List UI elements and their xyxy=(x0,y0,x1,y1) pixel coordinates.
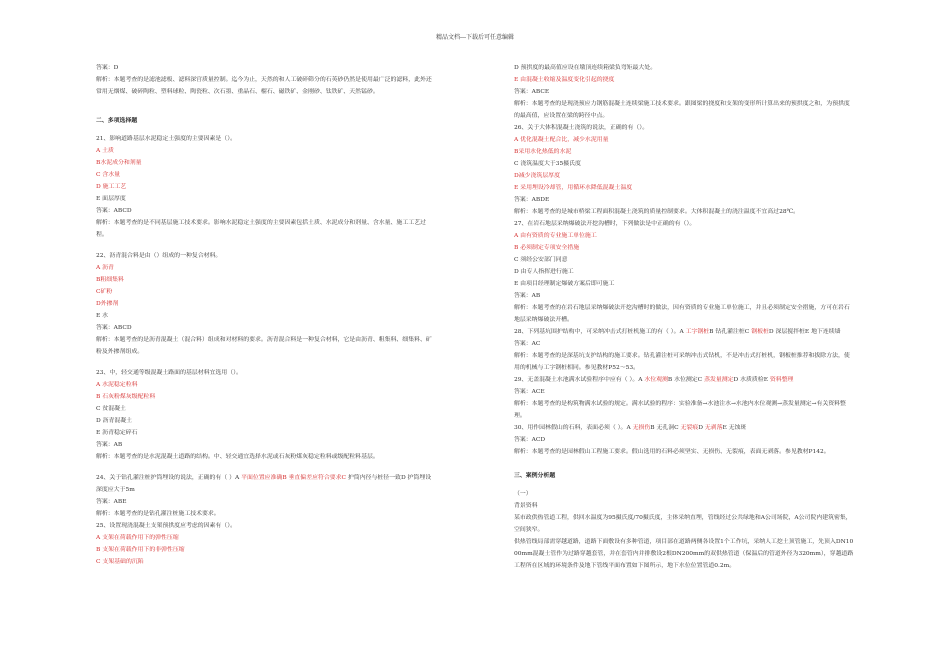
q29-stem-part-b: 水位观测 xyxy=(644,377,668,383)
left-column xyxy=(96,62,436,568)
q29-answer: 答案：ACE xyxy=(514,389,545,395)
q21-option-c: C 含水量 xyxy=(96,172,121,178)
q22-analysis: 解析：本题考查的是沥青混凝土（混合料）组成和对材料的要求。沥青混合料是一种复合材料，它是由沥青、粗集料、细集料、矿粉及外掺剂组成。 xyxy=(96,337,432,355)
case1-paragraph-1: 某市政供热管道工程，供回水温度为95摄氏度/70摄氏度，主体采纳直埋，管线经过公共绿地和A公司场院，A公司院内建筑密集，空间狭窄。 xyxy=(514,515,852,533)
q22-stem: 22、沥青混合料是由（）组成的一种复合材料。 xyxy=(96,253,222,259)
q21-analysis: 解析：本题考查的是不同基层施工技术要求。影响水泥稳定土强度的主要因素包括土质、水泥成分和剂量、含水量、施工工艺过程。 xyxy=(96,220,426,238)
q28-answer: 答案：AC xyxy=(514,341,541,347)
q30-stem-part-d: 无裂痕 xyxy=(680,425,699,431)
q28-analysis: 解析：本题考查的是深基坑支护结构的施工要求。钻孔灌注桩可采纳冲击式钻机，不是冲击式打桩机，钢板桩推荐和拔除方法，使用的机械与工字钢桩相同。参见教材P52～53。 xyxy=(514,353,850,371)
q21-stem: 21、影响道路基层水泥稳定土强度的主要因素是（）。 xyxy=(96,136,237,142)
q29-stem xyxy=(514,374,854,386)
section-title-multi: 二、多项选择题 xyxy=(96,117,138,124)
q22-option-b: B粗细集料 xyxy=(96,277,124,283)
q26-option-b: B采用水化热低的水泥 xyxy=(514,149,572,155)
q30-stem-part-e: D xyxy=(698,425,705,431)
q30-stem-part-g: E 无蚀斑 xyxy=(722,425,747,431)
q27-option-c: C 须经公安部门同意 xyxy=(514,257,568,263)
q23-stem: 23、中，轻交通等级混凝土路面的基层材料宜选用（）。 xyxy=(96,370,242,376)
q24-answer: 答案：ABE xyxy=(96,499,127,505)
q27-option-b: B 必须制定专项安全措施 xyxy=(514,245,580,251)
q29-analysis: 解析：本题考查的是构筑物满水试验的规定。满水试验的程序：实验准备→水池注水→水池内水位观测→蒸发量测定→有关资料整理。 xyxy=(514,401,846,419)
q30-answer: 答案：ACD xyxy=(514,437,546,443)
q30-stem xyxy=(514,422,854,434)
q30-stem-part-f: 无剥落 xyxy=(704,425,723,431)
q26-answer: 答案：ABDE xyxy=(514,197,550,203)
q23-option-a: A 水泥稳定粒料 xyxy=(96,382,138,388)
q24-stem xyxy=(96,472,436,496)
q26-stem: 26、关于大体积混凝土浇筑的说法，正确的有（）。 xyxy=(514,125,649,131)
q28-stem-part-a: 28、下列基坑围护结构中，可采纳冲击式打桩机施工的有（ ）。A xyxy=(514,329,686,335)
case1-bg-title: 背景资料 xyxy=(514,503,538,509)
q26-option-e: E 采用埋设冷却管，用循环水降低混凝土温度 xyxy=(514,185,633,191)
q22-option-a: A 沥青 xyxy=(96,265,114,271)
q27-answer: 答案：AB xyxy=(514,293,541,299)
q23-option-b: B 石灰粉煤灰级配粒料 xyxy=(96,394,156,400)
q21-option-d: D 施工工艺 xyxy=(96,184,127,190)
q30-stem-part-b: 无损伤 xyxy=(632,425,651,431)
q23-option-d: D 沥青混凝土 xyxy=(96,418,133,424)
q29-stem-part-a: 29、无盖混凝土水池满水试验程序中应有（ ）。A xyxy=(514,377,645,383)
q21-option-e: E 面层厚度 xyxy=(96,196,126,202)
q28-stem-part-b: 工字钢桩 xyxy=(685,329,710,335)
q22-answer: 答案：ABCD xyxy=(96,325,132,331)
q28-stem-part-d: 钢板桩 xyxy=(751,329,769,335)
q25-answer: 答案：ABCE xyxy=(514,89,550,95)
q29-stem-part-f: 资料整理 xyxy=(769,377,794,383)
right-column xyxy=(514,62,854,572)
page-header: 精品文档---下载后可任意编辑 xyxy=(435,34,515,41)
q20-answer: 答案：D xyxy=(96,65,119,71)
q25-option-b: B 支架在荷载作用下的非弹性压缩 xyxy=(96,547,185,553)
q21-answer: 答案：ABCD xyxy=(96,208,132,214)
q25-analysis: 解析：本题考查的是现浇预应力钢筋混凝土连续梁施工技术要求。跟图梁的挠度和支架的变形所计算出来的预拱度之和，为预拱度的最高值，应设置在梁的跨径中点。 xyxy=(514,101,850,119)
q24-stem-part-b: 平面位置应准确B 垂直偏差应符合要求C xyxy=(241,475,347,481)
section-title-case: 三、案例分析题 xyxy=(514,472,556,479)
q24-stem-part-c: 护筒内径与桩径一致D 护筒埋设深度应大于5m xyxy=(96,475,432,493)
q27-analysis: 解析：本题考查的在岩石地层采纳爆破法开挖沟槽时的做法，因有资质的专业施工单位施工，并且必须制定安全措施，方可在岩石地层采纳爆破法开槽。 xyxy=(514,305,850,323)
case1-paragraph-2: 供热管线局部需穿越道路，道路下面敷设有多种管道，项目部在道路两侧各设置1个工作坑，采纳人工挖土顶管施工，先顶入DN1000mm混凝土管作为过路穿越套管，并在套管内并排敷设2根DN200mm的双供热管道（保温后的管道外径为320mm），穿越道路工程所在区域的环境条件及地下管线平面布置如下图所示，地下水位位置管道0.2m。 xyxy=(514,539,854,569)
case1-number: （一） xyxy=(514,491,532,497)
q23-option-c: C 贫混凝土 xyxy=(96,406,126,412)
q26-option-a: A 优化混凝土配合比，减少水泥用量 xyxy=(514,137,609,143)
q25-option-a: A 支架在荷载作用下的弹性压缩 xyxy=(96,535,179,541)
q30-stem-part-a: 30、用作园林假山的石料，表面必须（ ）。A xyxy=(514,425,633,431)
q28-stem-part-e: D 深层搅拌桩E 地下连续墙 xyxy=(768,329,841,335)
q29-stem-part-e: D 水质质检E xyxy=(733,377,770,383)
q25-stem: 25、设置现浇混凝土支架预拱度应考虑的因素有（）。 xyxy=(96,523,237,529)
q24-analysis: 解析：本题考查的是钻孔灌注桩施工技术要求。 xyxy=(96,511,220,517)
q26-option-d: D减少浇筑层厚度 xyxy=(514,173,560,179)
q27-option-d: D 由专人指挥进行施工 xyxy=(514,269,574,275)
q24-stem-part-a: 24、关于钻孔灌注桩护筒埋设的说法，正确的有（ ）A xyxy=(96,475,242,481)
q28-stem-part-c: B 钻孔灌注桩C xyxy=(709,329,752,335)
q25-option-c: C 支架基础的沉陷 xyxy=(96,559,144,565)
q26-analysis: 解析：本题考查的是城市桥梁工程面积混凝土浇筑的质量控制要求。大体积混凝土的浇注温度不宜高过28℃。 xyxy=(514,209,800,215)
q23-answer: 答案：AB xyxy=(96,442,123,448)
q25-option-e: E 由混凝土收缩及温度变化引起的挠度 xyxy=(514,77,615,83)
q30-stem-part-c: B 无孔洞C xyxy=(650,425,681,431)
q22-option-c: C矿粉 xyxy=(96,289,113,295)
q21-option-a: A 土质 xyxy=(96,148,114,154)
q22-option-e: E 水 xyxy=(96,313,109,319)
q30-analysis: 解析：本题考查的是园林假山工程施工要求。假山选用的石料必须坚实、无损伤、无裂痕，表面无剥落。参见教材P142。 xyxy=(514,449,830,455)
q20-analysis: 解析：本题考查的是滤池滤板、滤料深宫质量控制。迄今为止，天然的和人工破碎筛分的石英砂仍然是使用最广泛的滤料，此外还常用无烟煤、破碎陶粒、塑料球粒、陶瓷粒、次石墨、重晶石、榴石、磁铁矿、金刚砂、钛铁矿、天然锰砂。 xyxy=(96,77,432,95)
q29-stem-part-c: B 水位测定C xyxy=(667,377,705,383)
q29-stem-part-d: 蒸发量测定 xyxy=(704,377,734,383)
q26-option-c: C 浇筑温度大于35摄氏度 xyxy=(514,161,581,167)
q27-option-e: E 由项目经理制定爆破方案后即可施工 xyxy=(514,281,615,287)
q28-stem xyxy=(514,326,854,338)
q23-analysis: 解析：本题考查的是水泥混凝土道路的结构。中、轻交通宜选择水泥或石灰粉煤灰稳定粒料或级配粒料基层。 xyxy=(96,454,379,460)
q27-option-a: A 由有资质的专业施工单位施工 xyxy=(514,233,597,239)
q23-option-e: E 沥青稳定碎石 xyxy=(96,430,138,436)
q27-stem: 27、在岩石地层采纳爆破法开挖沟槽时，下列做法是中正确的有（）。 xyxy=(514,221,696,227)
q21-option-b: B水泥成分和剂量 xyxy=(96,160,142,166)
q25-option-d: D 预拱度的最高值应设在墩顶连续箱梁负弯矩最大处。 xyxy=(514,65,657,71)
q22-option-d: D外掺剂 xyxy=(96,301,119,307)
